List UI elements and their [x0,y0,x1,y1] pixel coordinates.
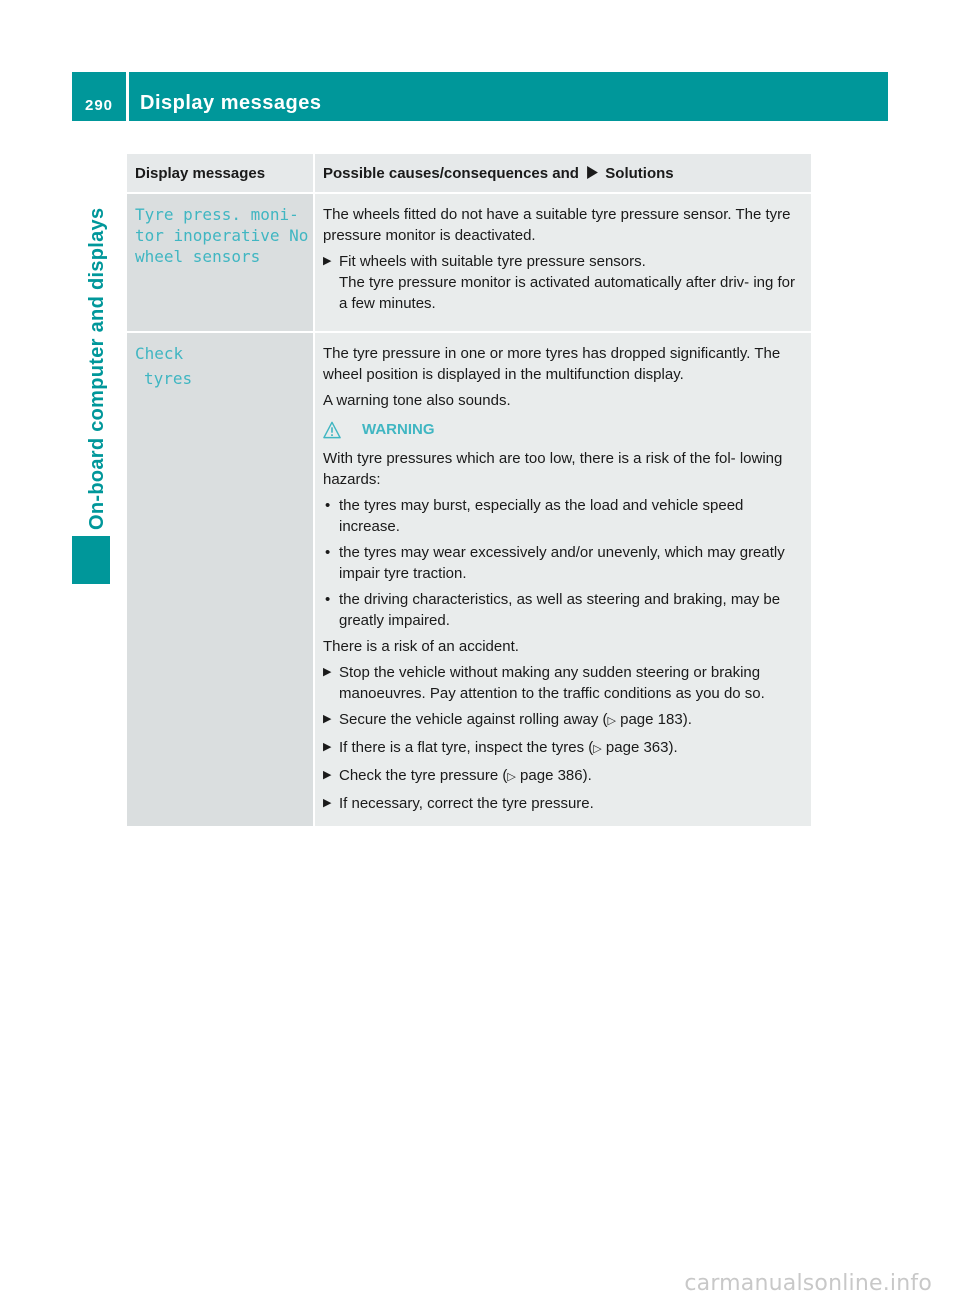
step-text [339,709,692,732]
column-header-post: Solutions [605,164,674,182]
solution-step [323,251,805,314]
hazard-bullet [323,589,805,631]
solution-step [323,709,805,732]
message-cell [127,332,314,826]
page-number: 290 [84,97,114,114]
page-ref-icon: ▷ [607,715,616,727]
message-cell [127,193,314,332]
cause-text: The wheels fitted do not have a suitable tyre pressure sensor. The tyre pressure monitor is deactivated. [323,206,791,244]
solution-step [323,737,805,760]
message-line: Check [135,344,184,363]
header-divider [126,72,129,121]
message-line: Tyre press. moni‐ [135,205,299,224]
step-text [339,737,678,760]
page-ref-link[interactable]: page 386 [520,767,583,784]
cause-text: The tyre pressure in one or more tyres has dropped significantly. The wheel position is displayed in the multifunction display. [323,345,781,383]
chapter-side-label: On-board computer and displays [86,207,108,530]
column-header-display-messages: Display messages [127,154,314,193]
page-ref-icon: ▷ [593,743,602,755]
solution-step [323,765,805,788]
chapter-side-block [72,536,110,584]
step-text: Stop the vehicle without making any sudden steering or braking manoeuvres. Pay attention to the traffic conditions as you do so. [339,664,765,702]
watermark: carmanualsonline.info [684,1271,932,1296]
step-arrow-icon: ▶ [323,797,332,809]
table-row [127,332,811,826]
message-line: tyres [144,369,193,388]
step-arrow-icon: ▶ [323,666,332,678]
step-text: Fit wheels with suitable tyre pressure sensors. [339,253,646,270]
solution-cell [314,332,811,826]
column-header-solutions [314,154,811,193]
warning-heading [323,419,805,440]
page-ref-link[interactable]: page 183 [620,711,683,728]
display-messages-table [127,154,811,826]
step-note: The tyre pressure monitor is activated automatically after driv- ing for a few minutes. [339,274,796,312]
step-arrow-icon: ▶ [323,255,332,267]
warning-text: With tyre pressures which are too low, there is a risk of the fol- lowing hazards: [323,450,783,488]
step-text-pre: If there is a flat tyre, inspect the tyres ( [339,739,594,756]
step-arrow-icon: ▶ [323,741,332,753]
cause-text: A warning tone also sounds. [323,392,511,409]
bullet-dot: • [325,591,331,608]
hazard-bullet [323,542,805,584]
bullet-text: the driving characteristics, as well as steering and braking, may be greatly impaired. [339,591,781,629]
table-header-row [127,154,811,193]
bullet-text: the tyres may burst, especially as the load and vehicle speed increase. [339,497,744,535]
step-arrow-icon: ▶ [323,713,332,725]
step-text-post: ). [682,711,692,728]
step-text-pre: Secure the vehicle against rolling away ( [339,711,608,728]
hazard-bullet [323,495,805,537]
message-line: tor inoperative No [135,226,309,245]
page-title: Display messages [140,92,322,114]
message-line: wheel sensors [135,247,261,266]
step-text-post: ). [668,739,678,756]
table-row [127,193,811,332]
step-text-pre: Check the tyre pressure ( [339,767,508,784]
step-arrow-icon: ▶ [323,769,332,781]
column-header-pre: Possible causes/consequences and [323,164,579,182]
step-text [339,765,592,788]
play-arrow-icon [586,166,599,179]
step-text: If necessary, correct the tyre pressure. [339,795,594,812]
step-text-post: ). [582,767,592,784]
bullet-dot: • [325,497,331,514]
page-ref-icon: ▷ [507,771,516,783]
warning-label: WARNING [362,421,435,438]
bullet-dot: • [325,544,331,561]
solution-step [323,662,805,704]
warning-triangle-icon [323,421,341,439]
solution-step [323,793,805,814]
page-ref-link[interactable]: page 363 [605,739,669,756]
solution-cell [314,193,811,332]
risk-text: There is a risk of an accident. [323,638,519,655]
bullet-text: the tyres may wear excessively and/or unevenly, which may greatly impair tyre traction. [339,544,785,582]
